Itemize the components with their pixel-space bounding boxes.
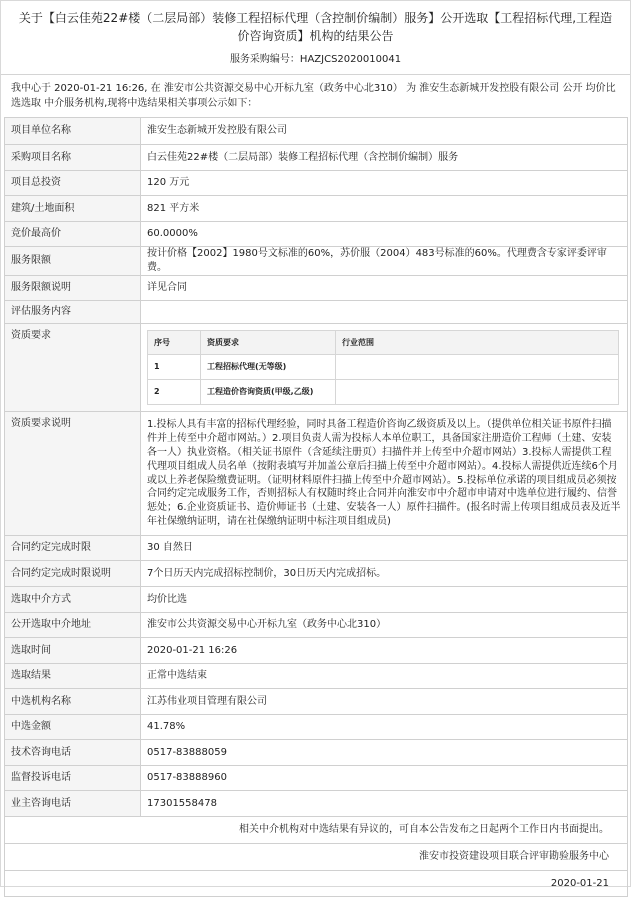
label-supervise-phone: 监督投诉电话 [5,766,141,791]
label-agency: 中选机构名称 [5,689,141,715]
label-contract-time: 合同约定完成时限 [5,536,141,561]
label-qualification: 资质要求 [5,324,141,412]
qualification-table [147,330,619,405]
value-amount: 41.78% [141,715,628,740]
qual-row-scope [336,380,619,405]
value-evaluation [141,301,628,324]
row-max-price [5,222,628,247]
row-objection [5,817,628,844]
label-tech-phone: 技术咨询电话 [5,740,141,766]
label-method: 选取中介方式 [5,587,141,613]
value-qualification [141,324,628,412]
value-contract-time-note: 7个日历天内完成招标控制价，30日历天内完成招标。 [141,561,628,587]
row-date [5,871,628,897]
row-investment [5,171,628,196]
label-fee-note: 服务限额说明 [5,276,141,301]
table-row [148,355,619,380]
issuing-center: 淮安市投资建设项目联合评审勘验服务中心 [419,851,609,862]
qual-row-no: 2 [148,380,201,405]
qualification-table-header [148,331,619,355]
value-fee-note: 详见合同 [141,276,628,301]
row-owner-phone [5,791,628,817]
value-supervise-phone: 0517-83888960 [141,766,628,791]
row-time [5,638,628,664]
row-fee-limit [5,247,628,276]
label-max-price: 竞价最高价 [5,222,141,247]
qual-row-requirement: 工程招标代理(无等级) [201,355,336,380]
value-max-price: 60.0000% [141,222,628,247]
row-evaluation [5,301,628,324]
label-result: 选取结果 [5,664,141,689]
label-contract-time-note: 合同约定完成时限说明 [5,561,141,587]
result-table [4,117,628,897]
label-project-name: 采购项目名称 [5,145,141,171]
qual-header-requirement: 资质要求 [201,331,336,355]
qual-header-no: 序号 [148,331,201,355]
qual-row-requirement: 工程造价咨询资质(甲级,乙级) [201,380,336,405]
table-row [148,380,619,405]
row-fee-note [5,276,628,301]
value-owner-phone: 17301558478 [141,791,628,817]
qual-row-no: 1 [148,355,201,380]
label-time: 选取时间 [5,638,141,664]
label-evaluation: 评估服务内容 [5,301,141,324]
value-contract-time: 30 自然日 [141,536,628,561]
value-method: 均价比选 [141,587,628,613]
row-center [5,844,628,871]
intro-paragraph: 我中心于 2020-01-21 16:26, 在 淮安市公共资源交易中心开标九室（政务中心北310） 为 淮安生态新城开发控股有限公司 公开 均价比选选取 中介服务机构,现将中选结果相关事项公示如下： [11,83,616,109]
row-result [5,664,628,689]
page-title: 关于【白云佳苑22#楼（二层局部）装修工程招标代理（含控制价编制）服务】公开选取【工程招标代理,工程造价咨询资质】机构的结果公告 [18,11,613,43]
row-address [5,613,628,638]
row-supervise-phone [5,766,628,791]
label-fee-limit: 服务限额 [5,247,141,276]
row-project-unit [5,118,628,145]
value-result: 正常中选结束 [141,664,628,689]
row-qualification-desc [5,412,628,536]
center-cell [5,844,628,871]
value-time: 2020-01-21 16:26 [141,638,628,664]
row-qualification [5,324,628,412]
value-qualification-desc: 1.投标人具有丰富的招标代理经验，同时具备工程造价咨询乙级资质及以上。（提供单位相关证书原件扫描件并上传至中介超市网站。）2.项目负责人需为投标人本单位职工，具备国家注册造价工程师（土建、安装各一人）执业资格。（相关证书原件（含延续注册页）扫描件并上传至中介超市网站）3.投标人需提供工程代理项目组成人员名单（按附表填写并加盖公章后扫描上传至中介超市网站）。4.投标人需提供近连续6个月或以上养老保险缴费证明。（证明材料原件扫描上传至中介超市网站）。5.投标单位承诺的项目组成员必须按合同约定完成服务工作，否则招标人有权随时终止合同并向淮安市中介超市申请对中选单位进行履约、信誉惩处；6.企业资质证书、造价师证书（土建、安装各一人）原件扫描件。(报名时需上传项目组成员表及近半年社保缴纳证明，请在社保缴纳证明中标注项目组成员) [141,412,628,536]
qual-row-scope [336,355,619,380]
objection-cell [5,817,628,844]
value-project-name: 白云佳苑22#楼（二层局部）装修工程招标代理（含控制价编制）服务 [141,145,628,171]
row-agency [5,689,628,715]
value-tech-phone: 0517-83888059 [141,740,628,766]
label-investment: 项目总投资 [5,171,141,196]
label-qualification-desc: 资质要求说明 [5,412,141,536]
divider [1,74,630,75]
row-project-name [5,145,628,171]
label-owner-phone: 业主咨询电话 [5,791,141,817]
row-tech-phone [5,740,628,766]
value-address: 淮安市公共资源交易中心开标九室（政务中心北310） [141,613,628,638]
objection-note: 相关中介机构对中选结果有异议的，可自本公告发布之日起两个工作日内书面提出。 [239,824,609,835]
row-contract-time-note [5,561,628,587]
qual-header-scope: 行业范围 [336,331,619,355]
row-method [5,587,628,613]
value-agency: 江苏伟业项目管理有限公司 [141,689,628,715]
value-investment: 120 万元 [141,171,628,196]
date-cell [5,871,628,897]
value-area: 821 平方米 [141,196,628,222]
label-project-unit: 项目单位名称 [5,118,141,145]
label-area: 建筑/土地面积 [5,196,141,222]
row-contract-time [5,536,628,561]
label-address: 公开选取中介地址 [5,613,141,638]
row-area [5,196,628,222]
row-amount [5,715,628,740]
label-amount: 中选金额 [5,715,141,740]
service-code: 服务采购编号：HAZJCS2020010041 [229,54,402,65]
publish-date: 2020-01-21 [550,877,609,889]
value-project-unit: 淮安生态新城开发控股有限公司 [141,118,628,145]
value-fee-limit: 按计价格【2002】1980号文标准的60%，苏价服（2004）483号标准的60%。代理费含专家评委评审费。 [141,247,628,276]
